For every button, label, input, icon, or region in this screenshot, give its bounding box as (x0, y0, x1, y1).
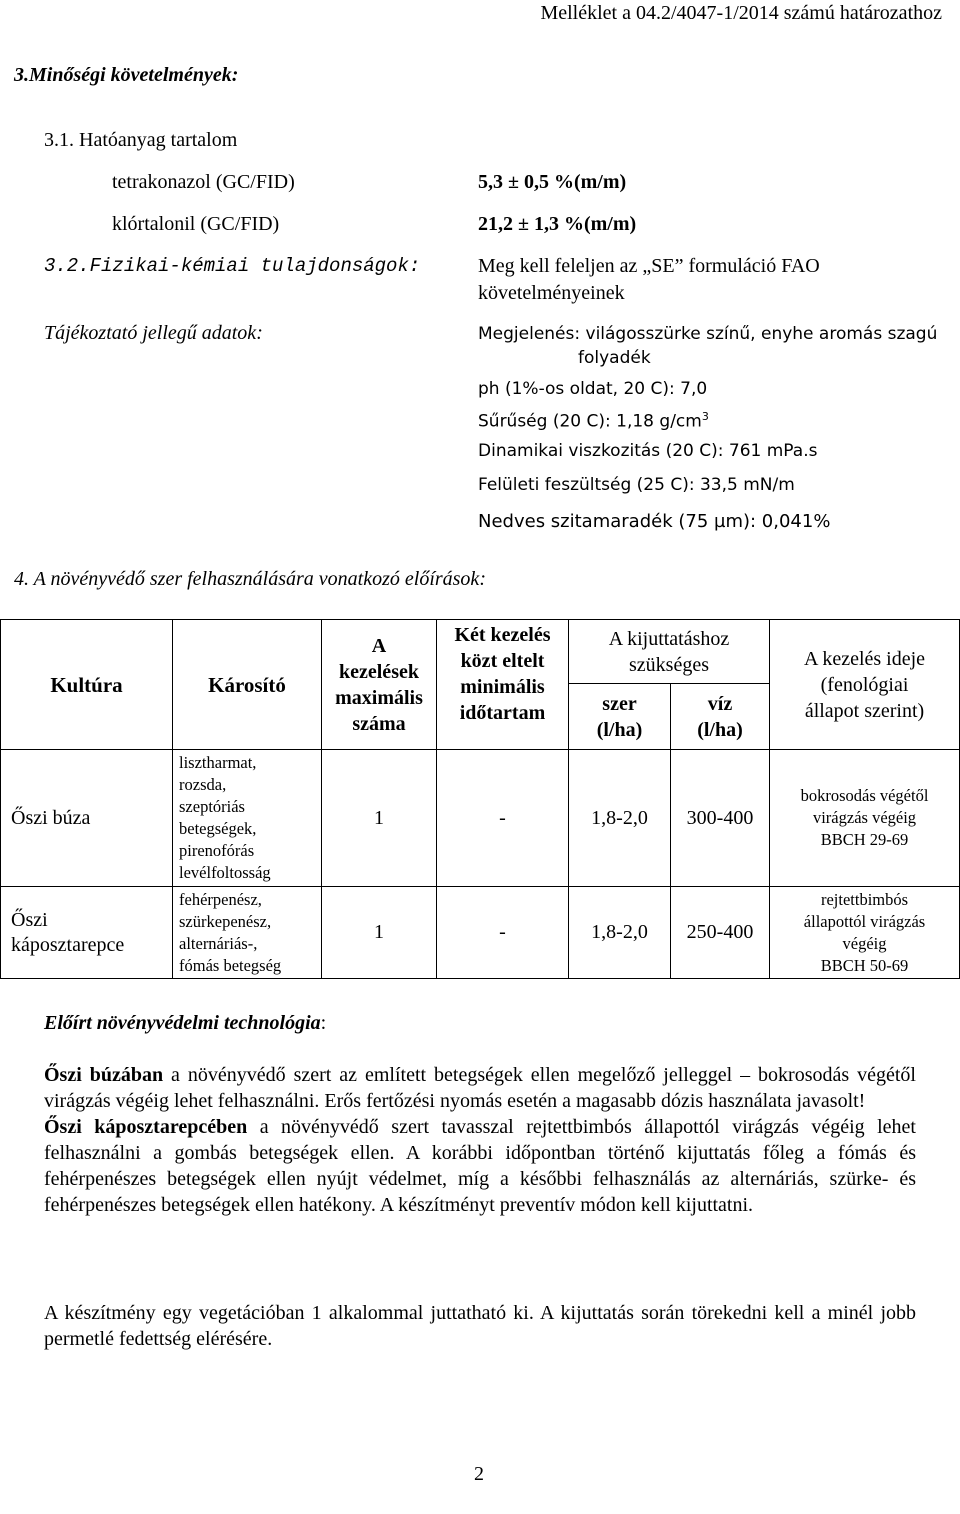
table-row-interval: - (437, 887, 569, 979)
table-row-stage: bokrosodás végétől virágzás végéig BBCH 29-69 (770, 750, 960, 887)
header-max-treatments: A kezelések maximális száma (322, 620, 437, 750)
header-culture: Kultúra (1, 620, 173, 750)
table-row-stage: rejtettbimbós állapottól virágzás végéig BBCH 50-69 (770, 887, 960, 979)
active-value: 5,3 ± 0,5 %(m/m) (478, 171, 627, 193)
page-number: 2 (474, 1463, 484, 1485)
section-3-2-label: 3.2.Fizikai-kémiai tulajdonságok: (44, 255, 421, 277)
table-row-agent: 1,8-2,0 (569, 887, 671, 979)
active-name: tetrakonazol (GC/FID) (112, 171, 295, 193)
fao-requirement: Meg kell feleljen az „SE” formuláció FAO (478, 255, 820, 277)
info-label: Tájékoztató jellegű adatok: (44, 322, 263, 344)
table-row-water: 300-400 (671, 750, 770, 887)
table-row-interval: - (437, 750, 569, 887)
section-4-title: 4. A növényvédő szer felhasználására vonatkozó előírások: (14, 568, 486, 590)
paragraph-application: A készítmény egy vegetációban 1 alkalommal juttatható ki. A kijuttatás során törekedni kell a minél jobb permetlé fedettség elérésére. (44, 1302, 916, 1350)
fao-requirement-cont: követelményeinek (478, 282, 625, 304)
wet-sieve-value: Nedves szitamaradék (75 µm): 0,041% (478, 511, 831, 532)
active-name: klórtalonil (GC/FID) (112, 213, 280, 235)
table-row-pest: fehérpenész, szürkepenész, alternáriás-, fómás betegség (173, 887, 322, 979)
header-interval: Két kezelés közt eltelt minimális időtartam (437, 620, 569, 750)
header-agent: szer (l/ha) (569, 684, 671, 750)
table-row-culture: Őszi búza (1, 750, 173, 887)
usage-table (0, 619, 960, 979)
density-value: Sűrűség (20 C): 1,18 $g/cm^3$ (478, 410, 709, 432)
technology-text (44, 1062, 916, 1218)
technology-title: Előírt növényvédelmi technológia: (44, 1012, 327, 1034)
header-pest: Károsító (173, 620, 322, 750)
header-application-need: A kijuttatáshoz szükséges (569, 620, 770, 684)
table-row-culture: Őszi káposztarepce (1, 887, 173, 979)
section-3-1-title: 3.1. Hatóanyag tartalom (44, 129, 238, 151)
annex-header: Melléklet a 04.2/4047-1/2014 számú határozathoz (540, 2, 942, 24)
table-row-pest: lisztharmat, rozsda, szeptóriás betegségek, pirenofórás levélfoltosság (173, 750, 322, 887)
active-value: 21,2 ± 1,3 %(m/m) (478, 213, 637, 235)
viscosity-value: Dinamikai viszkozitás (20 C): 761 mPa.s (478, 441, 818, 461)
appearance: Megjelenés: világosszürke színű, enyhe aromás szagú (478, 324, 938, 344)
table-row-agent: 1,8-2,0 (569, 750, 671, 887)
ph-value: ph (1%-os oldat, 20 C): 7,0 (478, 379, 708, 399)
table-row-water: 250-400 (671, 887, 770, 979)
table-row-max: 1 (322, 887, 437, 979)
appearance-cont: folyadék (578, 348, 651, 368)
paragraph-rapeseed: Őszi káposztarepcében a növényvédő szert tavasszal rejtettbimbós állapottól virágzás végéig lehet felhasználni a gombás betegségek ellen. A korábbi időpontban történő kijuttatás főleg a fómás és fehérpenészes betegségek ellen nyújt védelmet, míg a későbbi felhasználás az alternáriás, szürke- és fehérpenészes betegségek ellen hatékony. A készítményt preventív módon kell kijuttatni. (44, 1116, 916, 1216)
surface-tension-value: Felületi feszültség (25 C): 33,5 mN/m (478, 475, 795, 495)
section-3-title: 3.Minőségi követelmények: (14, 64, 239, 86)
header-timing: A kezelés ideje (fenológiai állapot szerint) (770, 620, 960, 750)
table-row-max: 1 (322, 750, 437, 887)
header-water: víz (l/ha) (671, 684, 770, 750)
paragraph-wheat: Őszi búzában a növényvédő szert az említett betegségek ellen megelőző jelleggel – bokrosodás végétől virágzás végéig lehet felhasználni. Erős fertőzési nyomás esetén a magasabb dózis használata javasolt! (44, 1064, 916, 1112)
